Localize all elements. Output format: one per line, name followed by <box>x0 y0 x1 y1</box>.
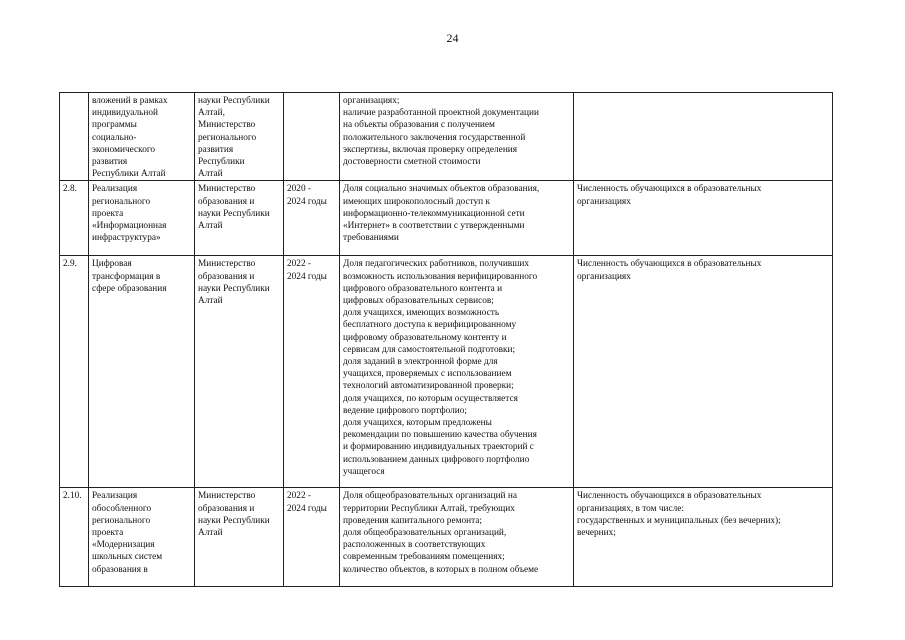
cell-line: 2024 годы <box>287 271 327 282</box>
cell-line: Реализация <box>92 184 138 195</box>
cell-line: 2020 - <box>287 184 312 195</box>
cell-line: Доля педагогических работников, получивших <box>343 259 529 270</box>
cell-line: технологий автоматизированной проверки; <box>343 381 514 392</box>
executor-cell <box>195 488 284 587</box>
cell-line: социально- <box>92 132 137 143</box>
cell-line: сервисам для самостоятельной подготовки; <box>343 344 516 355</box>
cell-line: экономического <box>92 144 156 155</box>
period-cell <box>284 256 340 488</box>
cell-line: Реализация <box>92 491 138 502</box>
cell-line: на объекты образования с получением <box>343 120 495 131</box>
cell-line: «Модернизация <box>92 540 155 551</box>
cell-line: доля общеобразовательных организаций, <box>343 528 507 539</box>
indicator-cell <box>340 181 574 256</box>
cell-line: трансформация в <box>92 271 161 282</box>
cell-line: экспертизы, включая проверку определения <box>343 144 518 155</box>
cell-line: доля заданий в электронной форме для <box>343 357 498 368</box>
cell-line: Алтай <box>198 169 223 180</box>
cell-line: ведение цифрового портфолио; <box>343 405 468 416</box>
cell-line: учащегося <box>343 466 385 477</box>
cell-line: программы <box>92 120 137 131</box>
table-row <box>60 93 833 181</box>
period-cell <box>284 93 340 181</box>
cell-line: наличие разработанной проектной документации <box>343 108 539 119</box>
row-number: 2.10. <box>63 491 82 502</box>
cell-line: Цифровая <box>92 259 132 270</box>
result-cell <box>574 256 833 488</box>
row-number-cell <box>60 181 89 256</box>
cell-line: вложений в рамках <box>92 96 168 106</box>
cell-line: 2024 годы <box>287 196 327 207</box>
executor-cell <box>195 181 284 256</box>
cell-line: организациях <box>577 271 631 282</box>
indicator-cell <box>340 93 574 181</box>
cell-line: образования в <box>92 564 148 575</box>
table-row <box>60 256 833 488</box>
cell-line: 2024 годы <box>287 503 327 514</box>
cell-line: науки Республики <box>198 208 270 219</box>
measure-name-cell <box>89 488 195 587</box>
cell-line: образования и <box>198 271 255 282</box>
cell-line: Численность обучающихся в образовательных <box>577 491 762 502</box>
result-cell <box>574 181 833 256</box>
cell-line: регионального <box>198 132 257 143</box>
cell-line: государственных и муниципальных (без вечерних); <box>577 515 781 526</box>
cell-line: проведения капитального ремонта; <box>343 515 482 526</box>
cell-line: цифрового образовательного контента и <box>343 283 503 294</box>
row-number: 2.8. <box>63 184 77 195</box>
cell-line: проекта <box>92 528 124 539</box>
cell-line: образования и <box>198 196 255 207</box>
cell-line: Алтай, <box>198 108 225 119</box>
cell-line: Численность обучающихся в образовательных <box>577 184 762 195</box>
cell-line: обособленного <box>92 503 152 514</box>
cell-line: территории Республики Алтай, требующих <box>343 503 515 514</box>
cell-line: организациях, в том числе: <box>577 503 684 514</box>
cell-line: учащихся, проверяемых с использованием <box>343 369 512 380</box>
cell-line: цифровых образовательных сервисов; <box>343 296 494 307</box>
cell-line: вечерних; <box>577 528 616 539</box>
cell-line: регионального <box>92 515 151 526</box>
measure-name-cell <box>89 256 195 488</box>
cell-line: Доля социально значимых объектов образования, <box>343 184 540 195</box>
cell-line: современным требованиям помещениях; <box>343 552 505 563</box>
cell-line: доля учащихся, по которым осуществляется <box>343 393 518 404</box>
cell-line: Министерство <box>198 120 256 131</box>
program-table <box>59 92 833 587</box>
executor-cell <box>195 256 284 488</box>
cell-line: развития <box>92 157 128 168</box>
cell-line: доля учащихся, имеющих возможность <box>343 308 500 319</box>
cell-line: школьных систем <box>92 552 163 563</box>
cell-line: «Интернет» в соответствии с утвержденными <box>343 221 525 232</box>
row-number: 2.9. <box>63 259 77 270</box>
cell-line: Доля общеобразовательных организаций на <box>343 491 517 502</box>
cell-line: Министерство <box>198 259 256 270</box>
cell-line: индивидуальной <box>92 108 158 119</box>
cell-line: науки Республики <box>198 96 270 106</box>
indicator-cell <box>340 488 574 587</box>
row-number-cell <box>60 256 89 488</box>
cell-line: Алтай <box>198 221 223 232</box>
cell-line: организациях <box>577 196 631 207</box>
cell-line: доля учащихся, которым предложены <box>343 418 492 429</box>
period-cell <box>284 181 340 256</box>
cell-line: и формированию индивидуальных траекторий с <box>343 442 534 453</box>
cell-line: возможность использования верифицированного <box>343 271 538 282</box>
cell-line: образования и <box>198 503 255 514</box>
result-cell <box>574 488 833 587</box>
cell-line: Численность обучающихся в образовательных <box>577 259 762 270</box>
cell-line: 2022 - <box>287 259 312 270</box>
cell-line: количество объектов, в которых в полном объеме <box>343 564 539 575</box>
cell-line: использованием данных цифрового портфолио <box>343 454 530 465</box>
table-row <box>60 181 833 256</box>
measure-name-cell <box>89 181 195 256</box>
cell-line: 2022 - <box>287 491 312 502</box>
executor-cell <box>195 93 284 181</box>
cell-line: требованиями <box>343 233 399 244</box>
page-number: 24 <box>446 31 459 45</box>
cell-line: достоверности сметной стоимости <box>343 157 481 168</box>
cell-line: положительного заключения государственной <box>343 132 526 143</box>
cell-line: Министерство <box>198 184 256 195</box>
measure-name-cell <box>89 93 195 181</box>
cell-line: «Информационная <box>92 221 167 232</box>
cell-line: Республики Алтай <box>92 169 166 180</box>
cell-line: Республики <box>198 157 245 168</box>
cell-line: инфраструктура» <box>92 233 161 244</box>
cell-line: регионального <box>92 196 151 207</box>
table-row <box>60 488 833 587</box>
cell-line: Алтай <box>198 296 223 307</box>
cell-line: проекта <box>92 208 124 219</box>
cell-line: сфере образования <box>92 283 167 294</box>
cell-line: расположенных в соответствующих <box>343 540 486 551</box>
cell-line: рекомендации по повышению качества обучения <box>343 430 537 441</box>
cell-line: Министерство <box>198 491 256 502</box>
cell-line: имеющих широкополосный доступ к <box>343 196 490 207</box>
cell-line: бесплатного доступа к верифицированному <box>343 320 517 331</box>
row-number-cell <box>60 93 89 181</box>
cell-line: Алтай <box>198 528 223 539</box>
row-number-cell <box>60 488 89 587</box>
cell-line: науки Республики <box>198 515 270 526</box>
cell-line: цифровому образовательному контенту и <box>343 332 507 343</box>
cell-line: науки Республики <box>198 283 270 294</box>
cell-line: развития <box>198 144 234 155</box>
period-cell <box>284 488 340 587</box>
result-cell <box>574 93 833 181</box>
cell-line: организациях; <box>343 96 400 106</box>
cell-line: информационно-телекоммуникационной сети <box>343 208 525 219</box>
indicator-cell <box>340 256 574 488</box>
